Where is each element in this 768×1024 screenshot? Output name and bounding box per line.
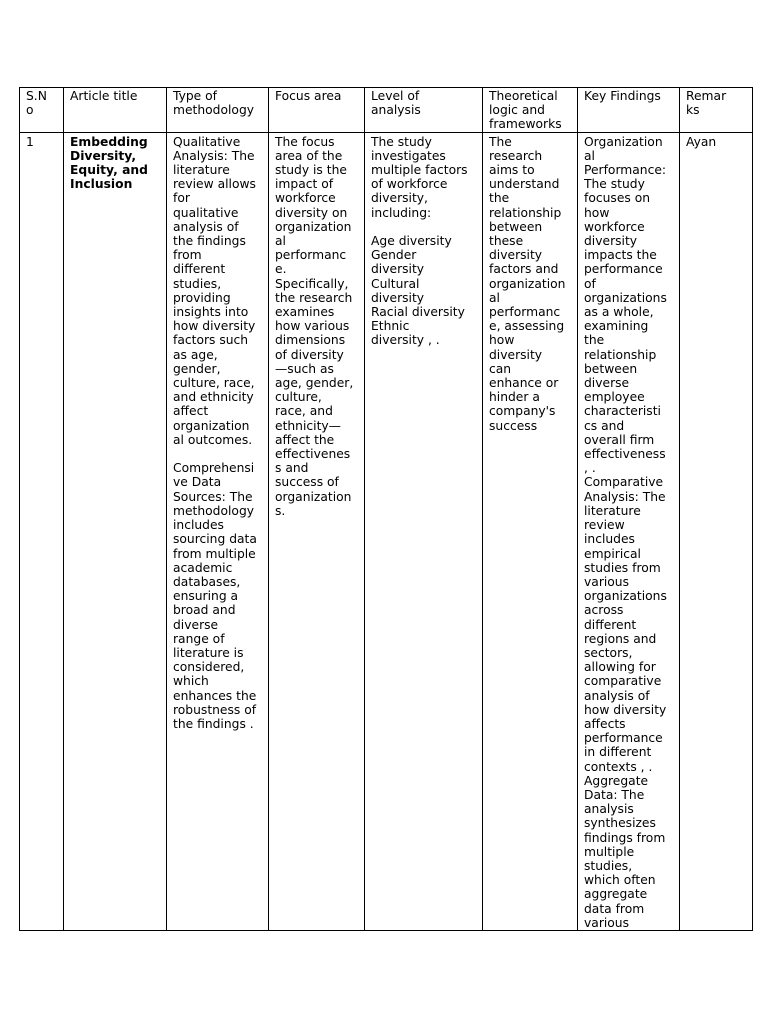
header-methodology: Type of methodology [167, 88, 269, 133]
cell-methodology: Qualitative Analysis: The literature review allows for qualitative analysis of the findings from different studies, providing insights into how diversity factors such as age, gender, culture, race, and ethnicity affect organization al outcomes. Comprehensi ve Data Sources: The methodology includes sourcing data from multiple academic databases, ensuring a broad and diverse range of literature is considered, which enhances the robustness of the findings . [167, 132, 269, 930]
cell-focus-area: The focus area of the study is the impact of workforce diversity on organization al performanc e. Specifically, the research examines how various dimensions of diversity —such as age, gender, culture, race, and ethnicity— affect the effectivenes s and success of organization s. [269, 132, 365, 930]
literature-review-table [19, 87, 753, 931]
header-focus-area: Focus area [269, 88, 365, 133]
header-remarks: Remar ks [680, 88, 753, 133]
cell-level-of-analysis: The study investigates multiple factors of workforce diversity, including: Age diversity Gender diversity Cultural diversity Racial diversity Ethnic diversity , . [365, 132, 483, 930]
cell-theoretical-logic: The research aims to understand the relationship between these diversity factors and organization al performanc e, assessing how diversity can enhance or hinder a company's success [483, 132, 578, 930]
cell-key-findings: Organization al Performance: The study focuses on how workforce diversity impacts the performance of organizations as a whole, examining the relationship between diverse employee characteristi cs and overall firm effectiveness , . Comparative Analysis: The literature review includes empirical studies from various organizations across different regions and sectors, allowing for comparative analysis of how diversity affects performance in different contexts , . Aggregate Data: The analysis synthesizes findings from multiple studies, which often aggregate data from various [578, 132, 680, 930]
header-theoretical-logic: Theoretical logic and frameworks [483, 88, 578, 133]
header-sno: S.N o [20, 88, 64, 133]
header-article-title: Article title [64, 88, 167, 133]
cell-remarks: Ayan [680, 132, 753, 930]
table-header-row [20, 88, 753, 133]
cell-sno: 1 [20, 132, 64, 930]
cell-article-title: Embedding Diversity, Equity, and Inclusion [64, 132, 167, 930]
header-level-of-analysis: Level of analysis [365, 88, 483, 133]
header-key-findings: Key Findings [578, 88, 680, 133]
table-row [20, 132, 753, 930]
